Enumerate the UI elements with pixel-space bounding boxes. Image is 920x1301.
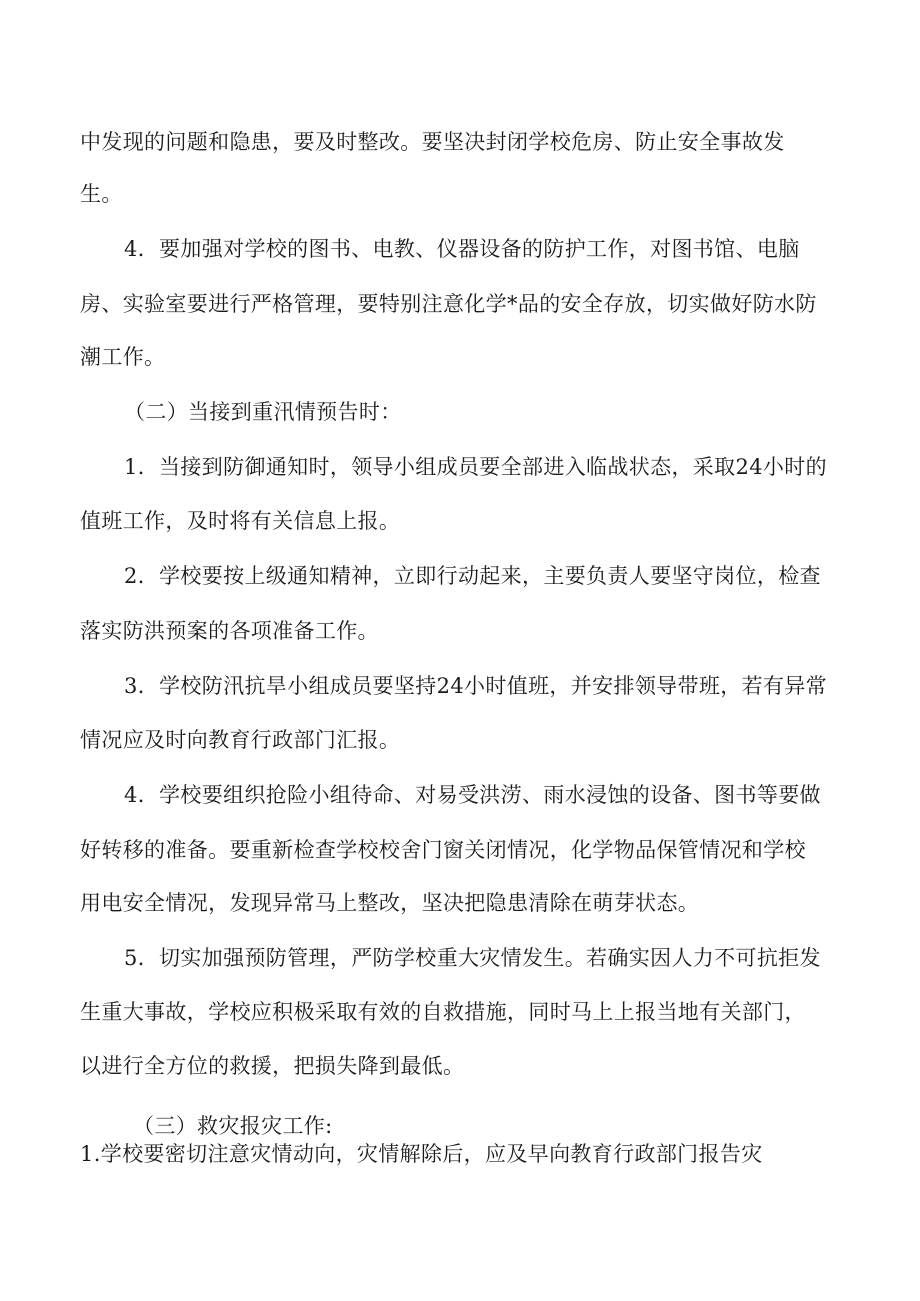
paragraph-line: 生。	[80, 182, 123, 206]
paragraph-line: 4．学校要组织抢险小组待命、对易受洪涝、雨水浸蚀的设备、图书等要做	[124, 783, 821, 807]
paragraph-line: 值班工作，及时将有关信息上报。	[80, 509, 401, 533]
paragraph-line: 好转移的准备。要重新检查学校校舍门窗关闭情况，化学物品保管情况和学校	[80, 838, 806, 862]
section-heading: （三）救灾报灾工作:	[133, 1114, 333, 1138]
paragraph-line: 1．当接到防御通知时，领导小组成员要全部进入临战状态，采取24小时的	[124, 455, 827, 479]
paragraph-line: 4．要加强对学校的图书、电教、仪器设备的防护工作，对图书馆、电脑	[124, 237, 800, 261]
paragraph-line: 5．切实加强预防管理，严防学校重大灾情发生。若确实因人力不可抗拒发	[124, 946, 821, 970]
paragraph-line: 潮工作。	[80, 345, 166, 369]
paragraph-line: 1.学校要密切注意灾情动向，灾情解除后，应及早向教育行政部门报告灾	[80, 1142, 763, 1166]
paragraph-line: 房、实验室要进行严格管理，要特别注意化学*品的安全存放，切实做好防水防	[80, 292, 817, 316]
paragraph-line: 用电安全情况，发现异常马上整改，坚决把隐患清除在萌芽状态。	[80, 891, 700, 915]
paragraph-line: 以进行全方位的救援，把损失降到最低。	[80, 1054, 465, 1078]
paragraph-line: 情况应及时向教育行政部门汇报。	[80, 728, 401, 752]
section-heading: （二）当接到重汛情预告时：	[124, 400, 402, 424]
paragraph-line: 生重大事故，学校应积极采取有效的自救措施，同时马上上报当地有关部门，	[80, 1000, 806, 1024]
paragraph-line: 落实防洪预案的各项准备工作。	[80, 619, 379, 643]
paragraph-line: 中发现的问题和隐患，要及时整改。要坚决封闭学校危房、防止安全事故发	[80, 130, 785, 154]
paragraph-line: 2．学校要按上级通知精神，立即行动起来，主要负责人要坚守岗位，检查	[124, 564, 821, 588]
paragraph-line: 3．学校防汛抗旱小组成员要坚持24小时值班，并安排领导带班，若有异常	[124, 674, 827, 698]
